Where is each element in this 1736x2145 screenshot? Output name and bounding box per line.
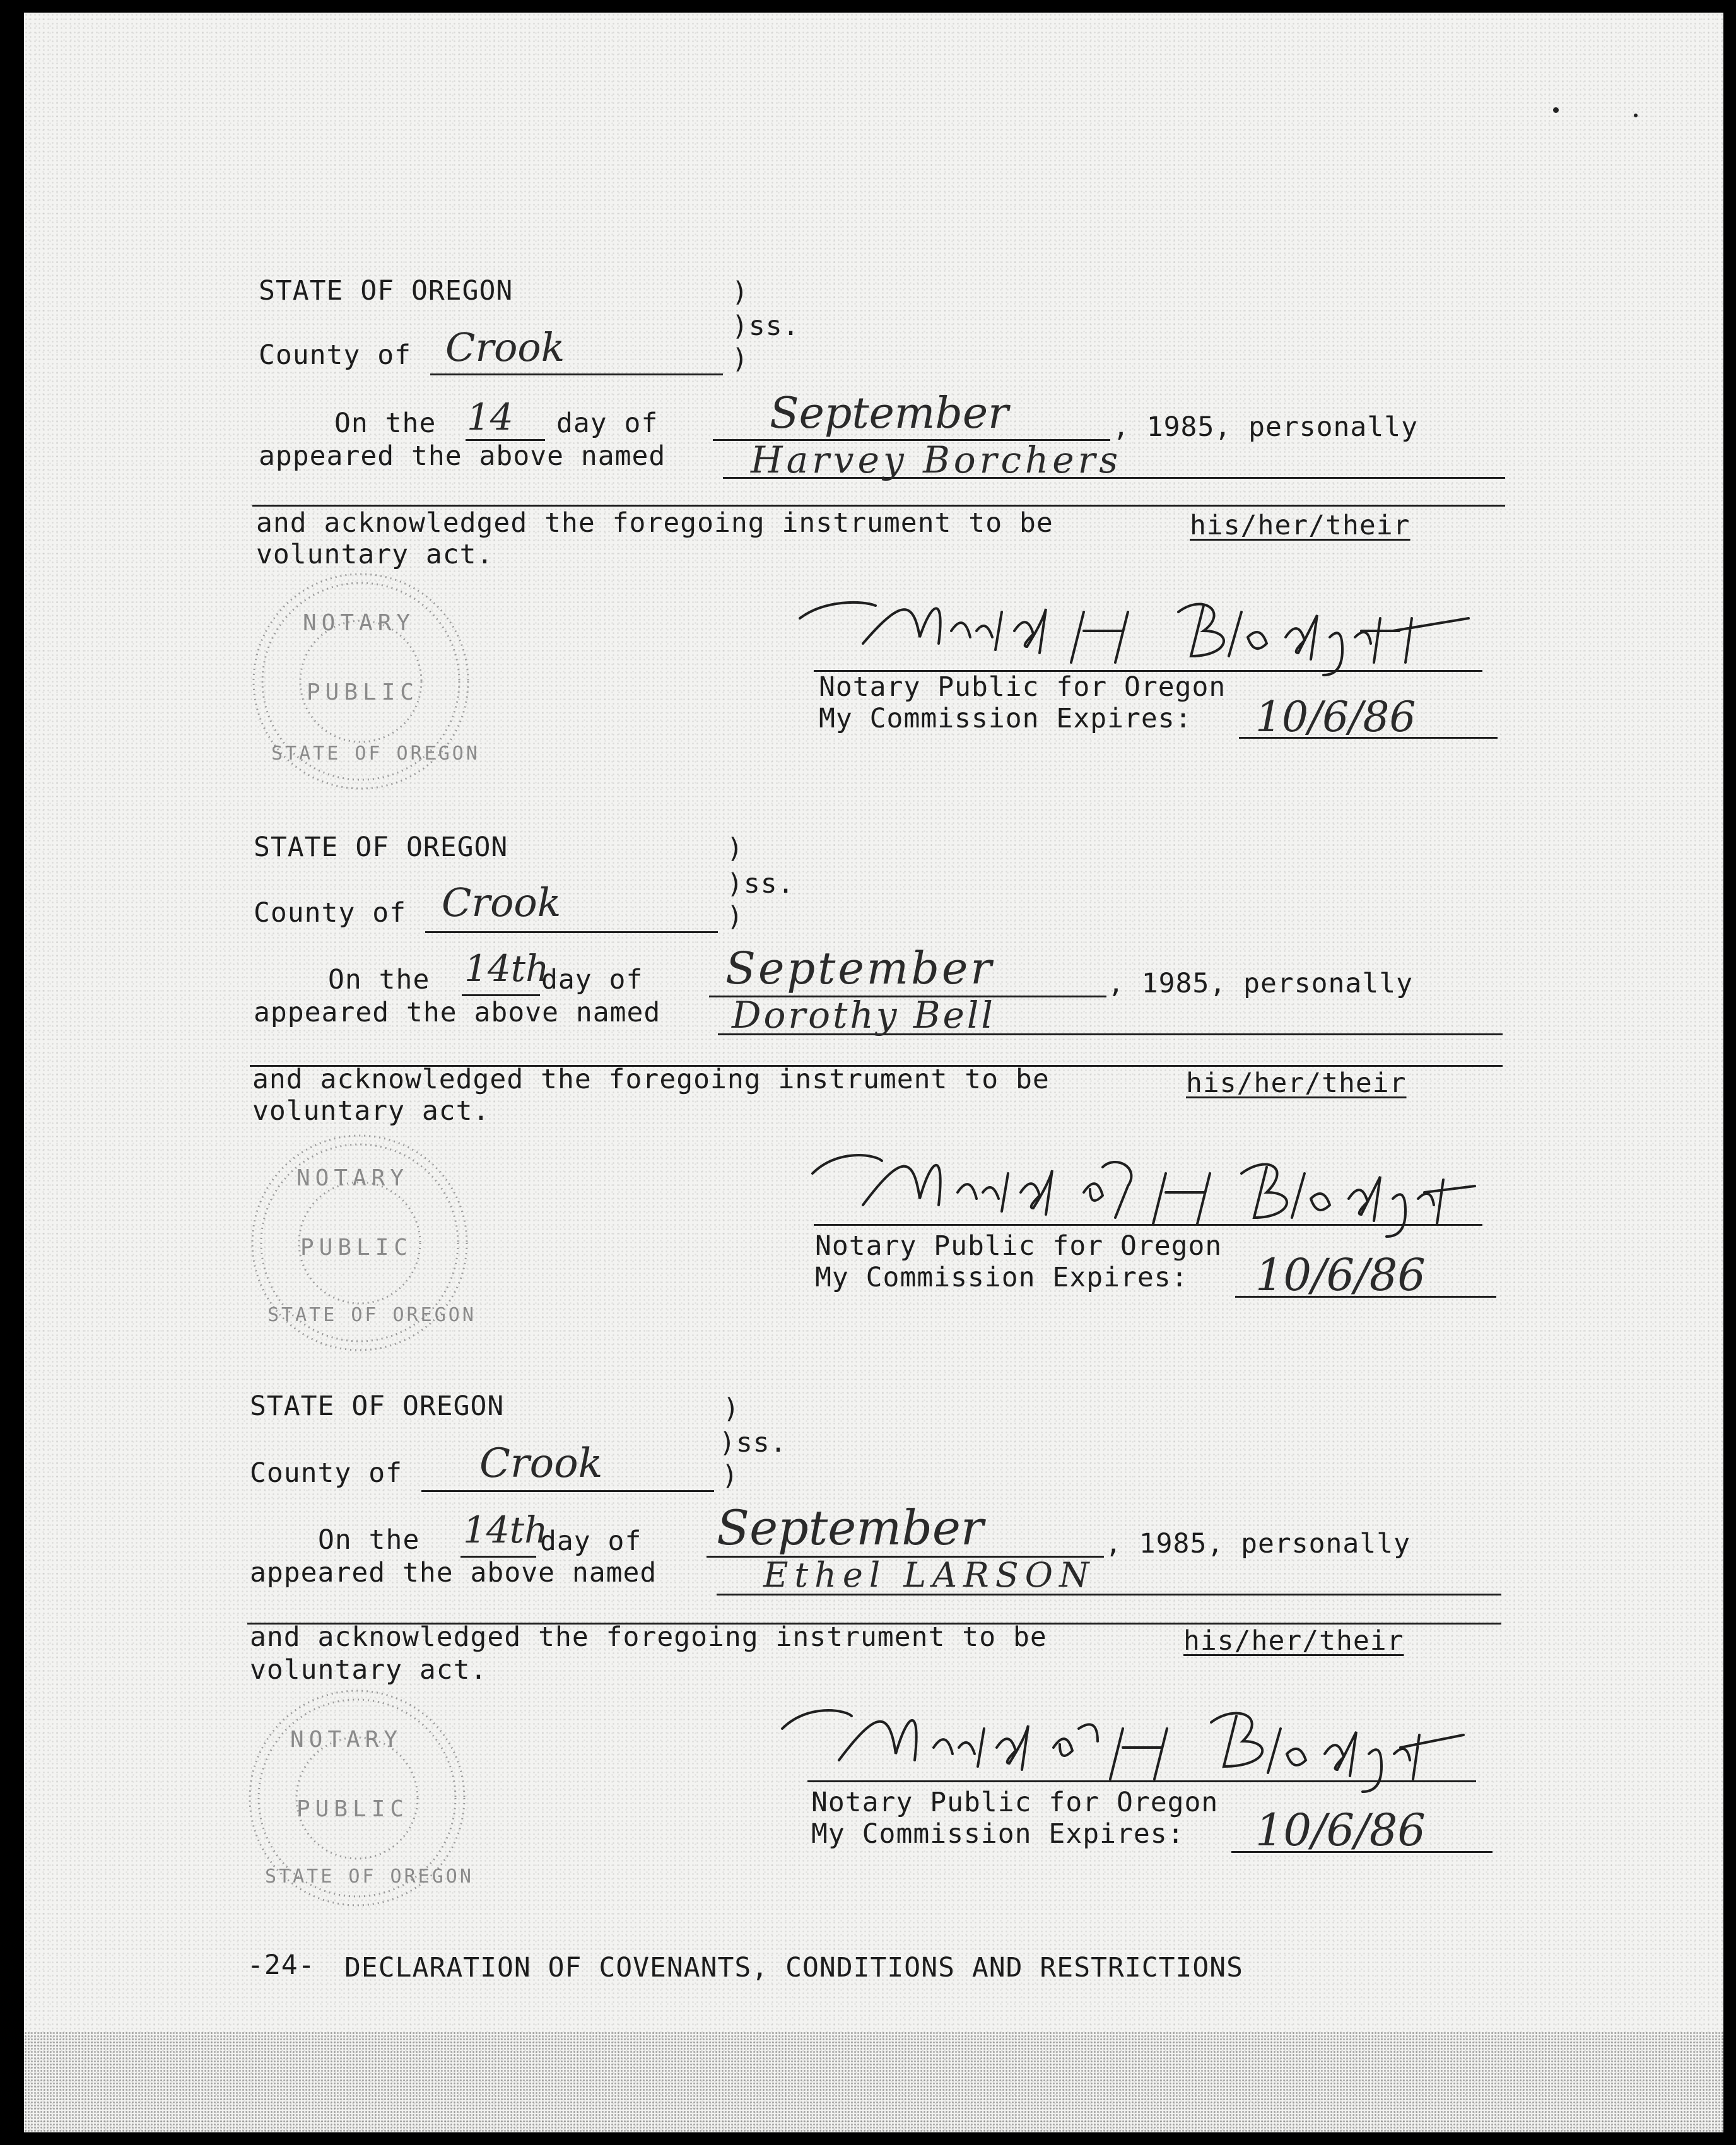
seal-text-top: NOTARY <box>290 1727 403 1753</box>
seal-text-top: NOTARY <box>296 1165 409 1191</box>
seal-text-bottom: STATE OF OREGON <box>271 743 480 765</box>
day-value: 14th <box>463 1508 548 1551</box>
name-value: Ethel LARSON <box>763 1555 1096 1595</box>
paren-top: ) <box>727 833 744 864</box>
signature-line <box>807 1780 1476 1782</box>
seal-text-top: NOTARY <box>303 610 416 636</box>
paren-bottom: ) <box>722 1460 739 1491</box>
page-number: -24- <box>247 1949 315 1981</box>
commission-value: 10/6/86 <box>1255 693 1416 741</box>
notary-title: Notary Public for Oregon <box>819 671 1226 703</box>
notary-title: Notary Public for Oregon <box>815 1230 1223 1262</box>
day-line <box>462 994 540 996</box>
seal-text-middle: PUBLIC <box>307 679 419 705</box>
day-value: 14th <box>464 947 549 990</box>
appeared-label: appeared the above named <box>259 440 666 472</box>
appeared-label: appeared the above named <box>250 1557 657 1589</box>
scan-noise <box>24 2031 1723 2132</box>
seal-text-bottom: STATE OF OREGON <box>267 1304 476 1326</box>
state-heading: STATE OF OREGON <box>250 1390 505 1422</box>
document-title: DECLARATION OF COVENANTS, CONDITIONS AND RESTRICTIONS <box>344 1952 1244 1983</box>
on-the-label: On the <box>334 408 437 439</box>
voluntary-act: voluntary act. <box>256 539 494 570</box>
year-text: , 1985, personally <box>1108 968 1413 999</box>
paren-top: ) <box>723 1393 740 1425</box>
pronoun: his/her/their <box>1190 510 1410 541</box>
speck <box>1634 114 1638 117</box>
county-label: County of <box>259 339 411 371</box>
notary-title: Notary Public for Oregon <box>811 1787 1219 1818</box>
day-of-label: day of <box>541 964 643 996</box>
month-value: September <box>770 389 1009 438</box>
seal-text-middle: PUBLIC <box>296 1796 409 1822</box>
paren-bottom: ) <box>727 901 744 932</box>
commission-value: 10/6/86 <box>1255 1804 1426 1856</box>
year-text: , 1985, personally <box>1113 411 1418 443</box>
ack-text: and acknowledged the foregoing instrument to be <box>250 1621 1047 1653</box>
county-value: Crook <box>445 324 565 370</box>
signature-line <box>814 1224 1482 1226</box>
county-line <box>425 931 718 933</box>
ss-marker: )ss. <box>727 868 795 900</box>
day-value: 14 <box>467 396 513 438</box>
seal-text-middle: PUBLIC <box>300 1235 413 1261</box>
pronoun: his/her/their <box>1186 1067 1407 1099</box>
ack-text: and acknowledged the foregoing instrument to be <box>252 1064 1050 1095</box>
on-the-label: On the <box>318 1524 420 1556</box>
on-the-label: On the <box>328 964 430 996</box>
state-heading: STATE OF OREGON <box>259 275 513 307</box>
commission-label: My Commission Expires: <box>811 1818 1185 1850</box>
ss-marker: )ss. <box>719 1427 787 1459</box>
state-heading: STATE OF OREGON <box>254 832 508 863</box>
year-text: , 1985, personally <box>1105 1528 1410 1560</box>
voluntary-act: voluntary act. <box>252 1095 490 1127</box>
county-line <box>421 1490 714 1492</box>
name-line-2 <box>252 505 1505 507</box>
ss-marker: )ss. <box>732 310 800 342</box>
paren-bottom: ) <box>732 343 749 375</box>
pronoun: his/her/their <box>1183 1625 1404 1657</box>
county-line <box>430 373 723 375</box>
month-value: September <box>717 1500 984 1556</box>
county-value: Crook <box>442 879 561 926</box>
name-value: Harvey Borchers <box>751 438 1122 481</box>
county-value: Crook <box>479 1440 603 1487</box>
appeared-label: appeared the above named <box>254 997 661 1028</box>
month-value: September <box>725 943 994 994</box>
paren-top: ) <box>732 276 749 308</box>
voluntary-act: voluntary act. <box>250 1654 488 1686</box>
commission-value: 10/6/86 <box>1255 1249 1426 1301</box>
commission-label: My Commission Expires: <box>815 1262 1188 1293</box>
name-value: Dorothy Bell <box>732 994 995 1037</box>
county-label: County of <box>250 1457 402 1489</box>
day-of-label: day of <box>556 408 659 439</box>
ack-text: and acknowledged the foregoing instrument to be <box>256 507 1053 539</box>
county-label: County of <box>254 897 406 929</box>
day-of-label: day of <box>540 1525 642 1557</box>
seal-text-bottom: STATE OF OREGON <box>265 1866 474 1888</box>
speck <box>1553 107 1559 113</box>
commission-label: My Commission Expires: <box>819 703 1192 734</box>
